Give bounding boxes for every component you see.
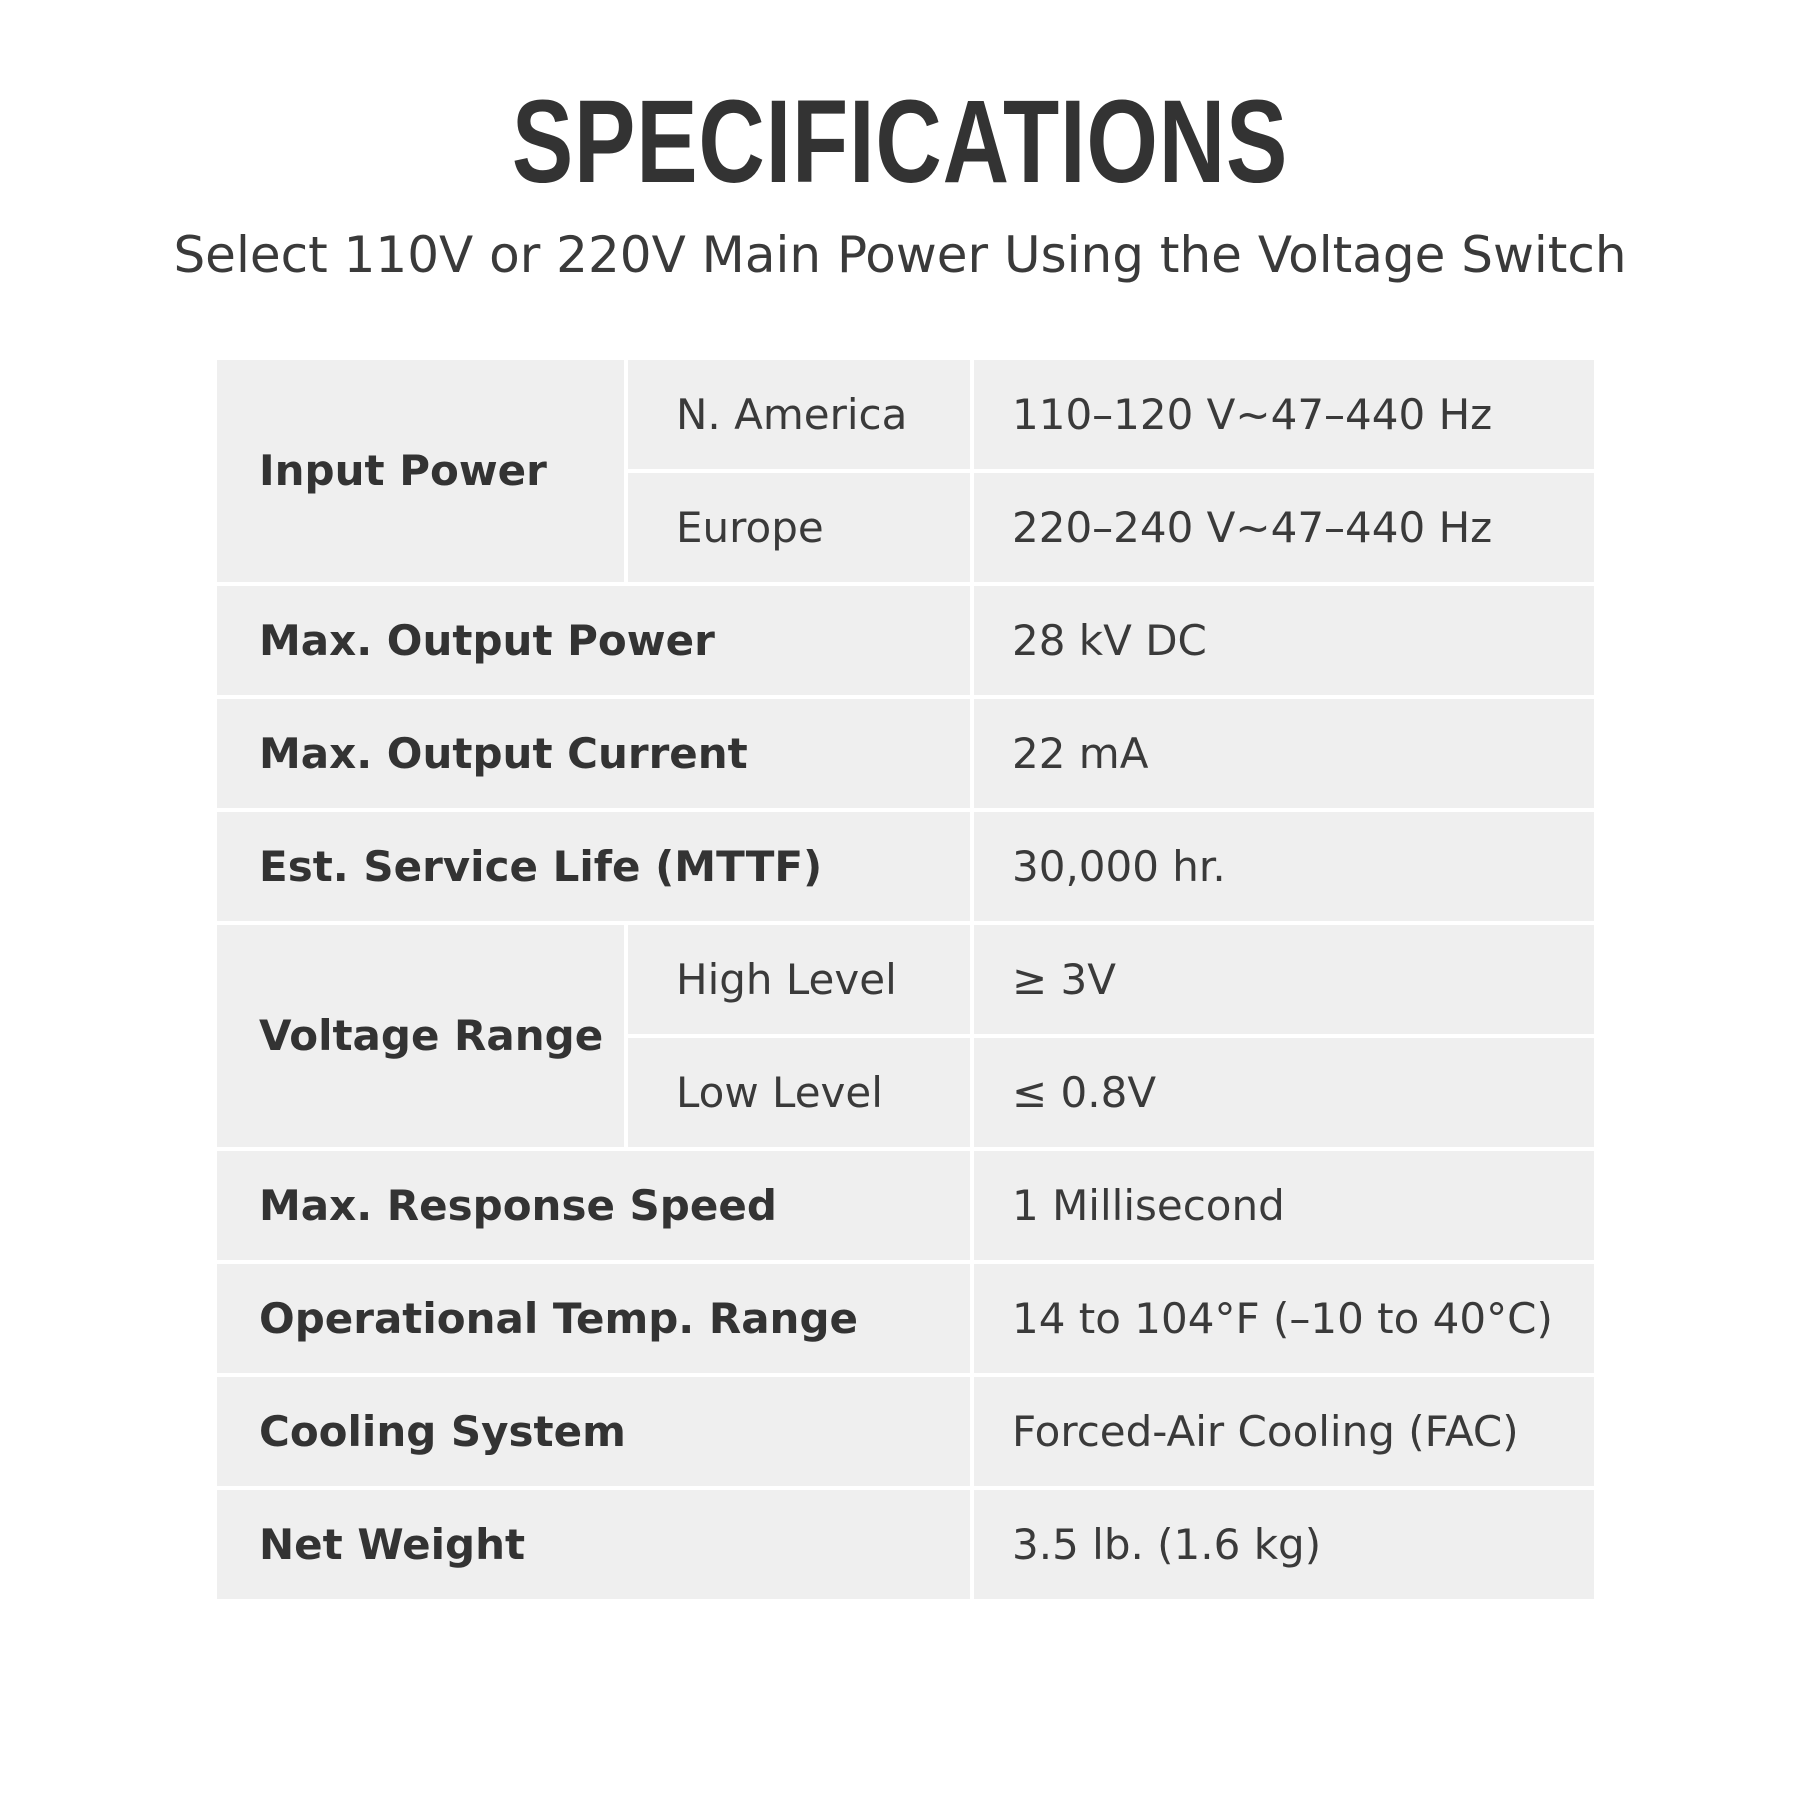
high-level-label: High Level bbox=[626, 923, 972, 1036]
low-level-value: ≤ 0.8V bbox=[972, 1036, 1596, 1149]
cooling-system-label: Cooling System bbox=[215, 1375, 972, 1488]
europe-label: Europe bbox=[626, 471, 972, 584]
low-level-label: Low Level bbox=[626, 1036, 972, 1149]
net-weight-label: Net Weight bbox=[215, 1488, 972, 1601]
high-level-value: ≥ 3V bbox=[972, 923, 1596, 1036]
page-title: SPECIFICATIONS bbox=[511, 76, 1289, 208]
table-row bbox=[215, 1488, 1596, 1601]
specifications-table bbox=[213, 356, 1598, 1603]
table-row bbox=[215, 358, 1596, 471]
max-output-current-value: 22 mA bbox=[972, 697, 1596, 810]
north-america-label: N. America bbox=[626, 358, 972, 471]
table-row bbox=[215, 697, 1596, 810]
max-output-power-label: Max. Output Power bbox=[215, 584, 972, 697]
cooling-system-value: Forced-Air Cooling (FAC) bbox=[972, 1375, 1596, 1488]
table-row bbox=[215, 923, 1596, 1036]
table-row bbox=[215, 1149, 1596, 1262]
europe-value: 220–240 V~47–440 Hz bbox=[972, 471, 1596, 584]
net-weight-value: 3.5 lb. (1.6 kg) bbox=[972, 1488, 1596, 1601]
temp-range-label: Operational Temp. Range bbox=[215, 1262, 972, 1375]
table-row bbox=[215, 584, 1596, 697]
response-speed-label: Max. Response Speed bbox=[215, 1149, 972, 1262]
input-power-label: Input Power bbox=[215, 358, 626, 584]
max-output-power-value: 28 kV DC bbox=[972, 584, 1596, 697]
max-output-current-label: Max. Output Current bbox=[215, 697, 972, 810]
north-america-value: 110–120 V~47–440 Hz bbox=[972, 358, 1596, 471]
service-life-label: Est. Service Life (MTTF) bbox=[215, 810, 972, 923]
service-life-value: 30,000 hr. bbox=[972, 810, 1596, 923]
page-subtitle: Select 110V or 220V Main Power Using the Voltage Switch bbox=[173, 226, 1627, 284]
table-row bbox=[215, 810, 1596, 923]
table-row bbox=[215, 1375, 1596, 1488]
response-speed-value: 1 Millisecond bbox=[972, 1149, 1596, 1262]
voltage-range-label: Voltage Range bbox=[215, 923, 626, 1149]
table-row bbox=[215, 1262, 1596, 1375]
temp-range-value: 14 to 104°F (–10 to 40°C) bbox=[972, 1262, 1596, 1375]
